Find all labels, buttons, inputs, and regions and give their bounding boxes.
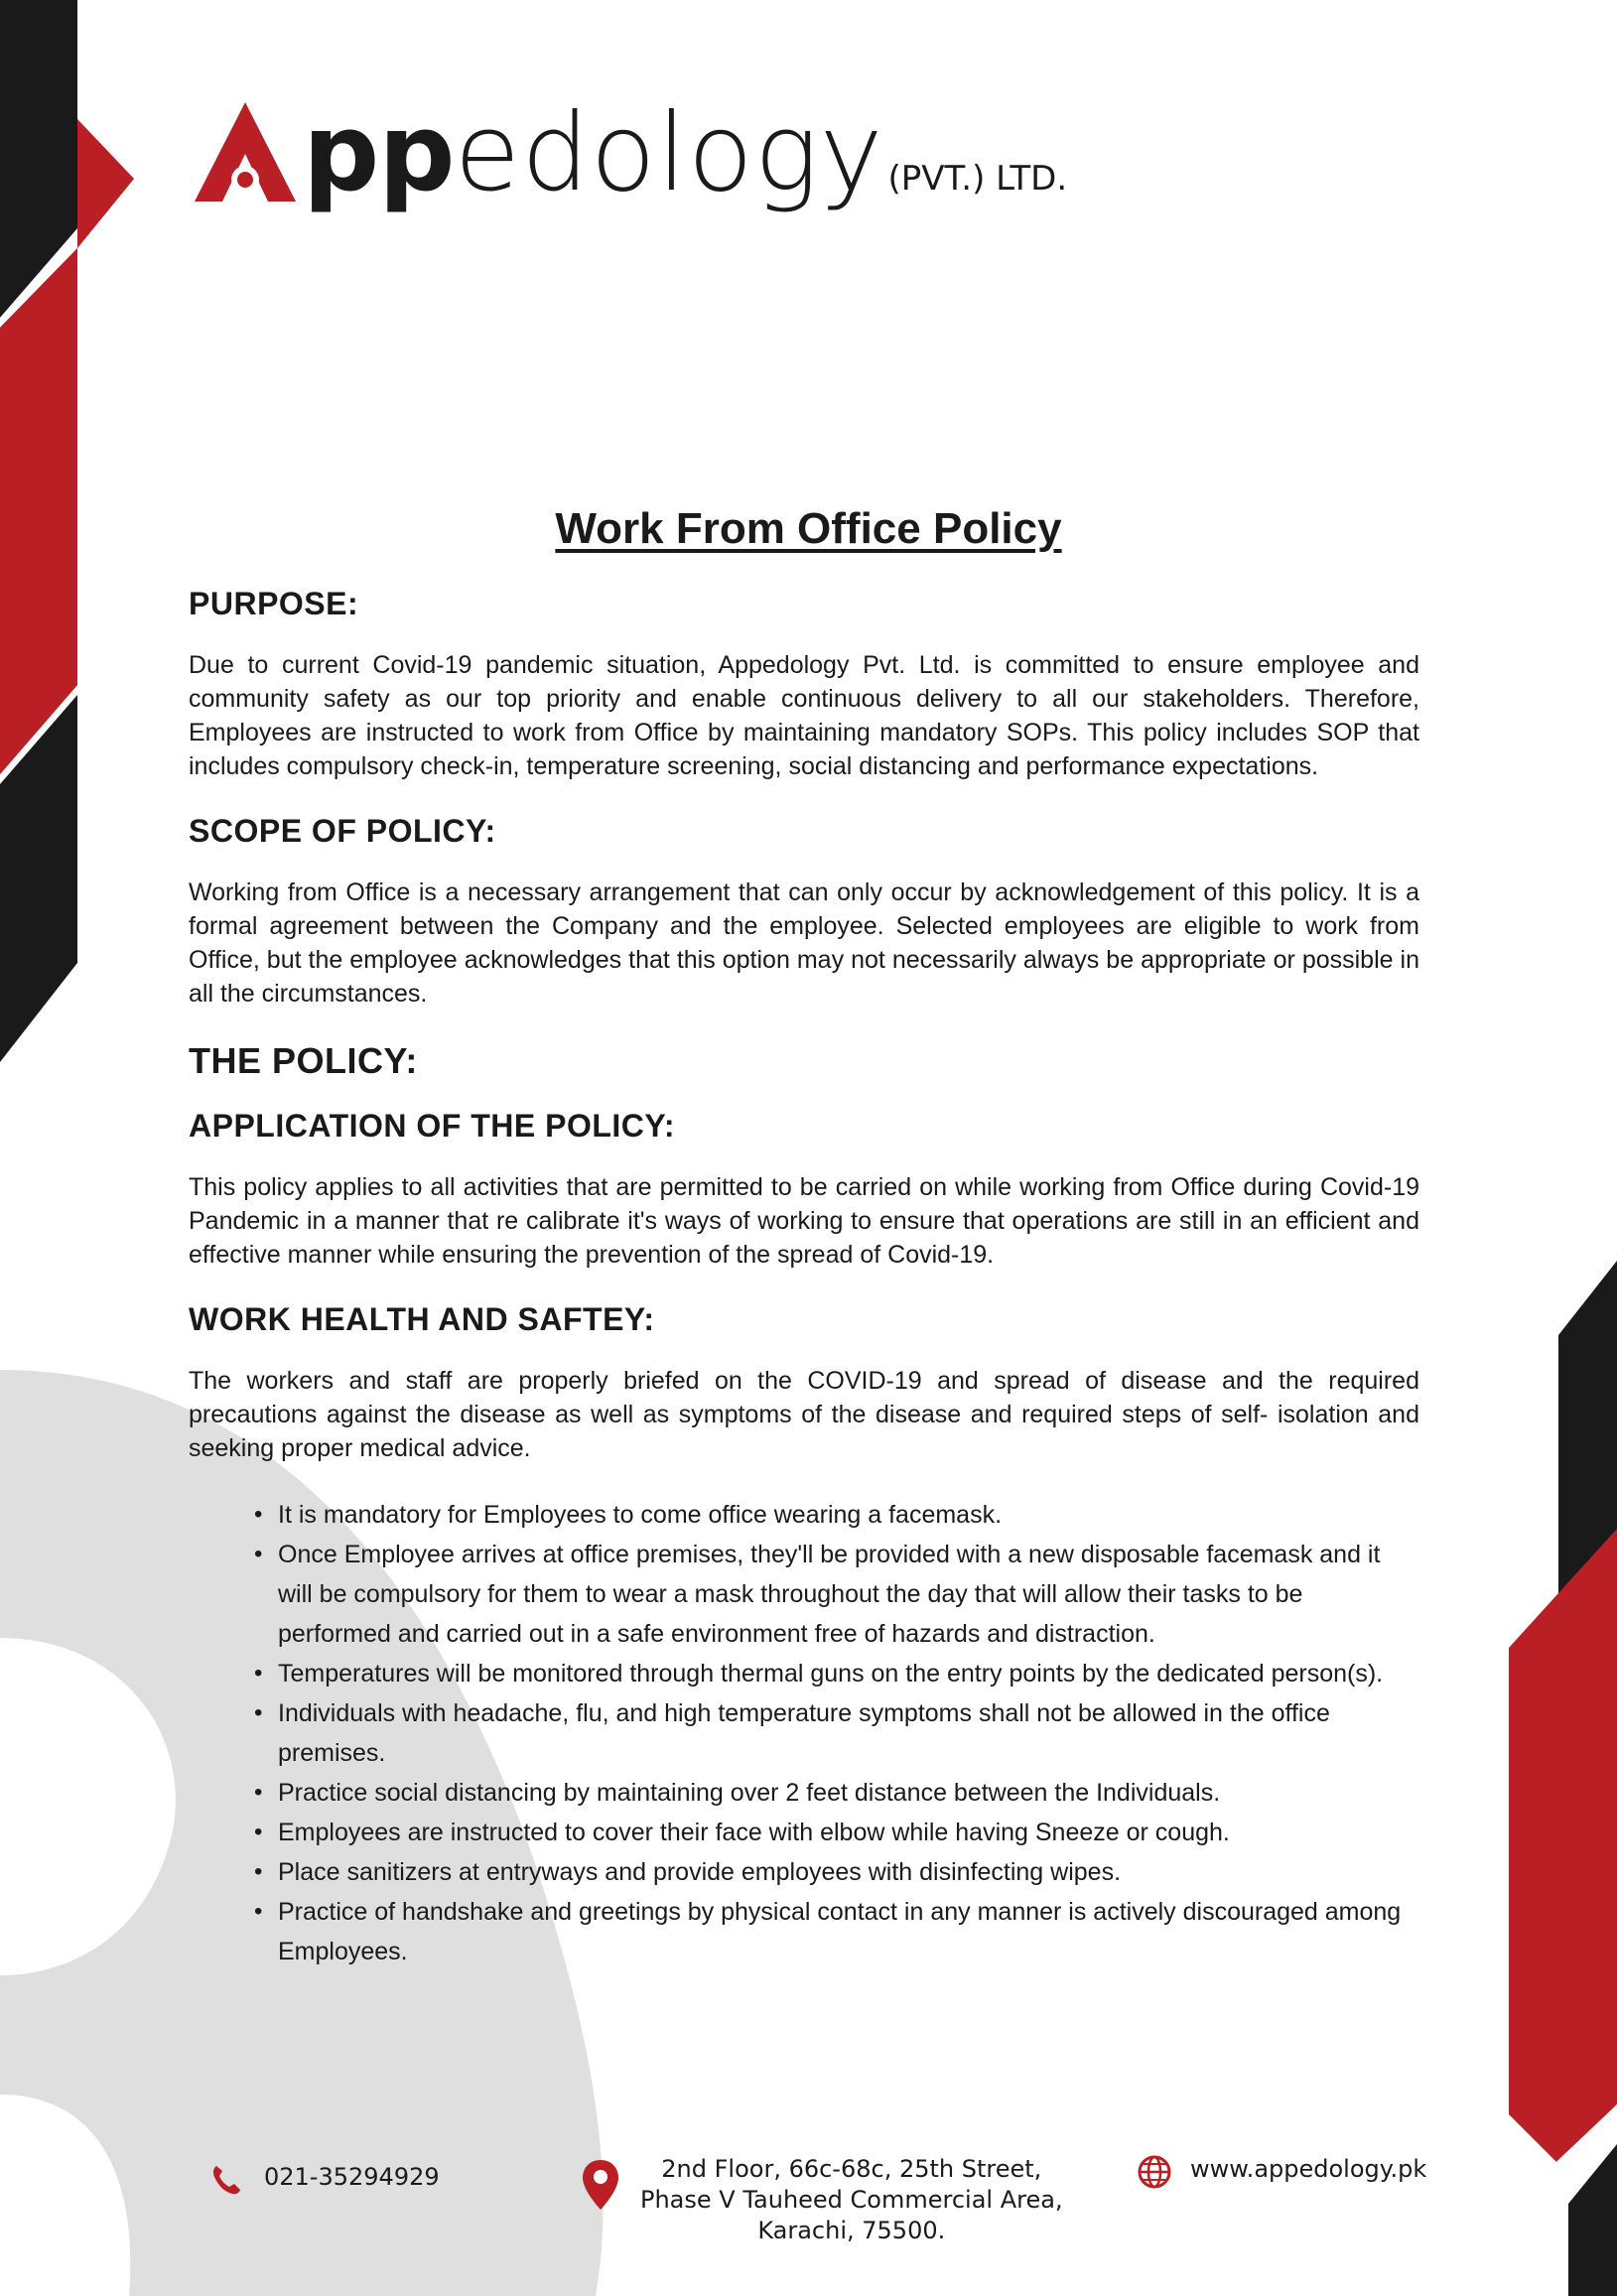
list-item: • Once Employee arrives at office premises, they'll be provided with a new disposable facemask and it will be compulsory for them to wear a mask throughout the day that will allow their tasks to be performed and carried out in a safe environment free of hazards and distraction.: [278, 1535, 1419, 1654]
list-item: • Practice social distancing by maintaining over 2 feet distance between the Individuals.: [278, 1773, 1419, 1813]
purpose-text: Due to current Covid-19 pandemic situation, Appedology Pvt. Ltd. is committed to ensure employee and community safety as our top priority and enable continuous delivery to all our stakeholders. Therefore, Employees are instructed to work from Office by maintaining mandatory SOPs. This policy includes SOP that includes compulsory check-in, temperature screening, social distancing and performance expectations.: [189, 651, 1419, 780]
scope-text: Working from Office is a necessary arrangement that can only occur by acknowledgement of this policy. It is a formal agreement between the Company and the employee. Selected employees are eligible to work from Office, but the employee acknowledges that this option may not necessarily always be appropriate or possible in all the circumstances.: [189, 878, 1419, 1008]
health-heading: WORK HEALTH AND SAFTEY:: [189, 1301, 655, 1337]
policy-heading: THE POLICY:: [189, 1040, 418, 1081]
document-body: [189, 586, 1419, 1971]
address-line-3: Karachi, 75500.: [757, 2217, 946, 2244]
scope-heading: SCOPE OF POLICY:: [189, 813, 496, 849]
address-line-2: Phase V Tauheed Commercial Area,: [640, 2186, 1063, 2214]
application-heading: APPLICATION OF THE POLICY:: [189, 1108, 676, 1144]
logo-mark-icon: [189, 94, 303, 213]
document-title: Work From Office Policy: [555, 504, 1062, 553]
address-line-1: 2nd Floor, 66c-68c, 25th Street,: [661, 2155, 1042, 2183]
logo-suffix: (PVT.) LTD.: [887, 159, 1068, 199]
list-item: • Temperatures will be monitored through thermal guns on the entry points by the dedicated person(s).: [278, 1654, 1419, 1693]
globe-icon: [1137, 2154, 1172, 2190]
logo-pp: pp: [303, 91, 455, 215]
health-text: The workers and staff are properly briefed on the COVID-19 and spread of disease and the required precautions against the disease as well as symptoms of the disease and required steps of self- isolation and seeking proper medical advice.: [189, 1367, 1419, 1462]
right-red-block: [1509, 1529, 1617, 2164]
location-pin-icon: [581, 2158, 620, 2212]
list-item: • Place sanitizers at entryways and provide employees with disinfecting wipes.: [278, 1852, 1419, 1892]
list-item: • It is mandatory for Employees to come office wearing a facemask.: [278, 1495, 1419, 1535]
page-footer: [0, 2144, 1617, 2243]
footer-address: [581, 2154, 1063, 2246]
logo-wordmark: [303, 91, 1068, 215]
footer-website: [1137, 2154, 1426, 2190]
purpose-heading: PURPOSE:: [189, 586, 359, 621]
list-item: • Individuals with headache, flu, and high temperature symptoms shall not be allowed in the office premises.: [278, 1693, 1419, 1773]
address-block: [640, 2154, 1063, 2246]
logo-edology: edology: [454, 91, 884, 215]
website-link[interactable]: www.appedology.pk: [1190, 2155, 1427, 2183]
phone-text: 021-35294929: [264, 2163, 440, 2191]
list-item: • Practice of handshake and greetings by physical contact in any manner is actively discouraged among Employees.: [278, 1892, 1419, 1971]
phone-icon: [208, 2162, 244, 2198]
footer-phone: [208, 2162, 440, 2198]
application-text: This policy applies to all activities that are permitted to be carried on while working from Office during Covid-19 Pandemic in a manner that re calibrate it's ways of working to ensure that operations are still in an efficient and effective manner while ensuring the prevention of the spread of Covid-19.: [189, 1173, 1419, 1269]
list-item: • Employees are instructed to cover their face with elbow while having Sneeze or cough.: [278, 1813, 1419, 1852]
health-bullet-list: [189, 1495, 1419, 1971]
